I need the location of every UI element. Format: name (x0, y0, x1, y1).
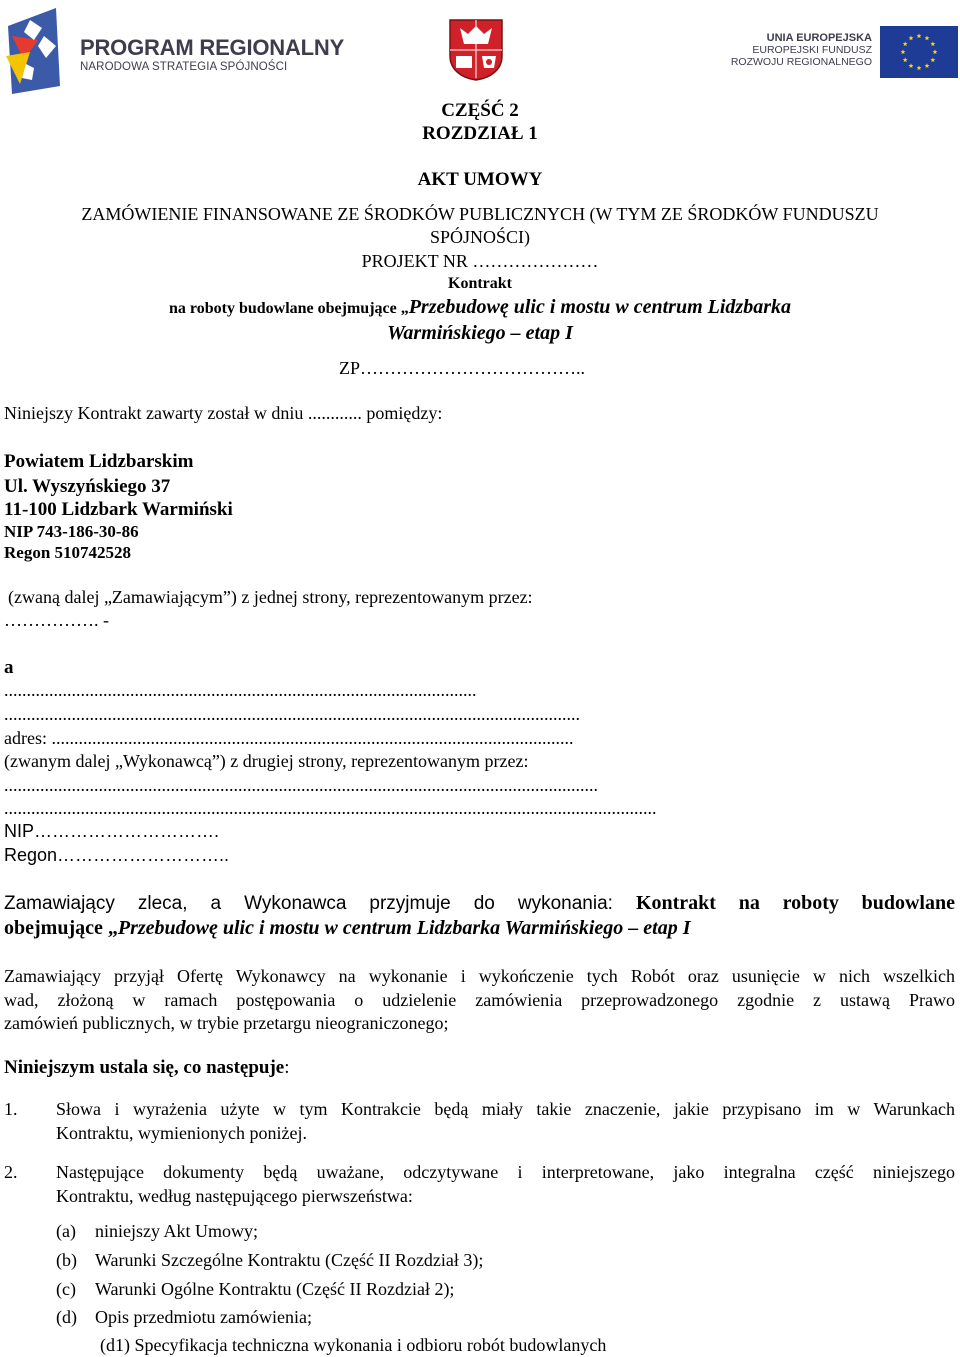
point-2-line-2: Kontraktu, według następującego pierwszeństwa: (56, 1186, 413, 1206)
agreement-title: AKT UMOWY (417, 169, 543, 190)
doc-list-label-a: (a) (56, 1221, 76, 1241)
employer-nip: NIP 743-186-30-86 (4, 522, 139, 541)
doc-list-label-d: (d) (56, 1307, 77, 1327)
point-2-number: 2. (4, 1162, 18, 1182)
warmia-mazury-crest-icon (446, 16, 506, 82)
contract-subject-line-1 (0, 294, 960, 322)
employer-name: Powiatem Lidzbarskim (4, 451, 194, 472)
eu-flag-icon (880, 26, 958, 78)
agreed-bold: Niniejszym ustala się, co następuje (4, 1057, 285, 1078)
acceptance-line-1: Zamawiający przyjął Ofertę Wykonawcy na wykonanie i wykończenie tych Robót oraz usunięcie w nich wszelkich (4, 966, 955, 986)
program-regionalny-logo-icon (4, 6, 64, 96)
contract-subject-line-2: Warmińskiego – etap I (387, 322, 573, 344)
acceptance-line-2: wad, złożoną w ramach postępowania o udzielenie zamówienia przeprowadzonego zgodnie z ustawą Prawo (4, 990, 955, 1010)
program-regionalny-text (80, 36, 344, 74)
doc-list-label-c: (c) (56, 1279, 76, 1299)
commission-line-2 (4, 915, 691, 943)
eu-fund-text (730, 32, 872, 68)
acceptance-line-3: zamówień publicznych, w trybie przetargu nieograniczonego; (4, 1013, 449, 1033)
employer-street: Ul. Wyszyńskiego 37 (4, 476, 171, 497)
employer-regon: Regon 510742528 (4, 543, 132, 562)
agreed-heading (4, 1056, 290, 1080)
commission-subject: Przebudowę ulic i mostu w centrum Lidzbarka Warmińskiego – etap I (117, 917, 691, 939)
funding-line-1: ZAMÓWIENIE FINANSOWANE ZE ŚRODKÓW PUBLICZNYCH (W TYM ZE ŚRODKÓW FUNDUSZU (81, 204, 879, 224)
point-1-line-2: Kontraktu, wymienionych poniżej. (56, 1123, 307, 1143)
eu-line-1: UNIA EUROPEJSKA (766, 32, 872, 44)
point-1-number: 1. (4, 1099, 18, 1119)
chapter-heading: ROZDZIAŁ 1 (422, 123, 538, 144)
contractor-name-line-1: ......................................................................................................... (4, 680, 477, 700)
contractor-address: adres: .................................................................................................................... (4, 728, 574, 748)
point-1-line-1: Słowa i wyrażenia użyte w tym Kontrakcie będą miały takie znaczenie, jakie przypisano im w Warunkach (56, 1099, 955, 1119)
subject-text-1: Przebudowę ulic i mostu w centrum Lidzbarka (408, 296, 791, 318)
contractor-rep-line-2: ................................................................................................................................................. (4, 798, 657, 818)
funding-line-2: SPÓJNOŚCI) (429, 227, 531, 247)
contractor-role: (zwanym dalej „Wykonawcą”) z drugiej strony, reprezentowanym przez: (4, 751, 529, 771)
agreed-colon: : (284, 1057, 290, 1078)
contractor-name-line-2: ................................................................................................................................ (4, 704, 580, 724)
employer-city: 11-100 Lidzbark Warmiński (4, 499, 233, 520)
commission-line-1 (4, 890, 955, 917)
eu-line-3: ROZWOJU REGIONALNEGO (730, 56, 872, 68)
subject-prefix: na roboty budowlane obejmujące „ (169, 300, 409, 317)
eu-line-2: EUROPEJSKI FUNDUSZ (752, 44, 872, 56)
point-2-line-1: Następujące dokumenty będą uważane, odczytywane i interpretowane, jako integralna część niniejszego (56, 1162, 955, 1182)
project-number: PROJEKT NR ………………… (361, 251, 599, 271)
contractor-regon: Regon……………………….. (4, 845, 230, 865)
doc-list-sub-item-d1: (d1) Specyfikacja techniczna wykonania i odbioru robót budowlanych (100, 1335, 607, 1355)
doc-list-item-c: Warunki Ogólne Kontraktu (Część II Rozdział 2); (95, 1279, 455, 1299)
contractor-rep-line-1: .................................................................................................................................... (4, 775, 598, 795)
employer-representative: ……………. - (4, 610, 109, 630)
doc-list-item-a: niniejszy Akt Umowy; (95, 1221, 258, 1241)
and-word: a (4, 657, 14, 678)
zp-number: ZP……………………………….. (339, 358, 586, 378)
program-title: PROGRAM REGIONALNY (80, 35, 345, 60)
employer-role: (zwaną dalej „Zamawiającym”) z jednej strony, reprezentowanym przez: (8, 587, 533, 607)
commission-lead: Zamawiający zleca, a Wykonawca przyjmuje do wykonania: (4, 893, 636, 914)
contract-word: Kontrakt (448, 275, 512, 292)
commission-prefix: obejmujące „ (4, 917, 118, 939)
program-subtitle: NARODOWA STRATEGIA SPÓJNOŚCI (80, 61, 288, 73)
contract-date-intro: Niniejszy Kontrakt zawarty został w dniu ............ pomiędzy: (4, 403, 443, 423)
contractor-nip: NIP…………………………. (4, 821, 220, 841)
doc-list-label-b: (b) (56, 1250, 77, 1270)
doc-list-item-d: Opis przedmiotu zamówienia; (95, 1307, 312, 1327)
header-logos (0, 0, 960, 100)
doc-list-item-b: Warunki Szczególne Kontraktu (Część II Rozdział 3); (95, 1250, 484, 1270)
part-heading: CZĘŚĆ 2 (441, 100, 519, 121)
commission-bold: Kontrakt na roboty budowlane (635, 892, 955, 914)
